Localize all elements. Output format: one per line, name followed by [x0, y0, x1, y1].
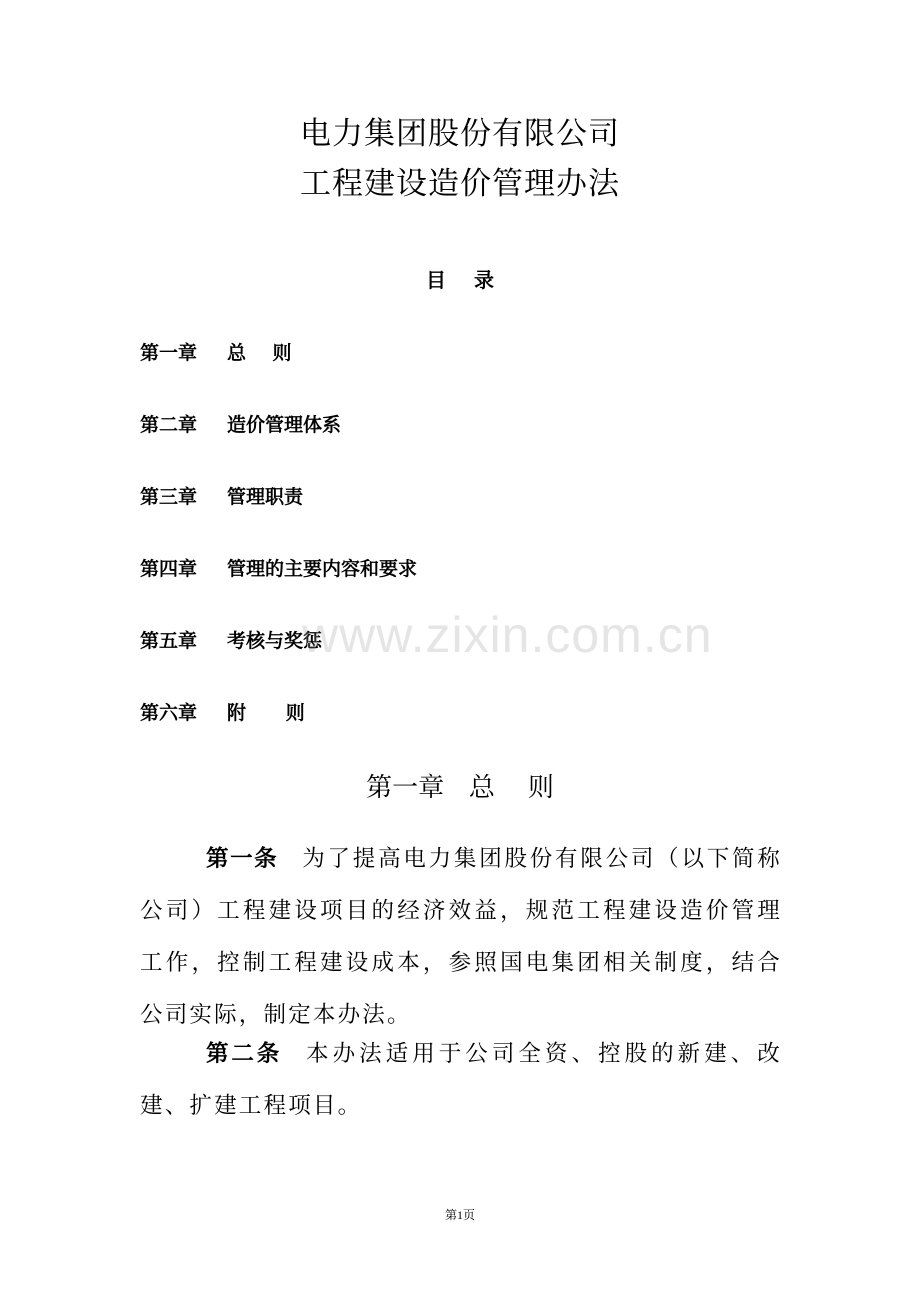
toc-heading-char-1: 目	[426, 268, 446, 292]
document-title-line-2: 工程建设造价管理办法	[300, 166, 620, 202]
article-paragraph	[140, 1028, 782, 1132]
chapter-title: 第一章 总 则	[366, 773, 554, 803]
toc-heading	[0, 266, 920, 294]
toc-item	[140, 483, 303, 511]
article-paragraph	[140, 833, 782, 1041]
toc-chapter-title: 造价管理体系	[227, 414, 342, 436]
article-label: 第一条	[206, 846, 279, 872]
toc-chapter-number: 第三章	[140, 486, 198, 508]
toc-chapter-title: 附 则	[227, 702, 305, 724]
document-title-line-1: 电力集团股份有限公司	[300, 116, 620, 152]
toc-chapter-number: 第六章	[140, 702, 198, 724]
toc-chapter-title: 总 则	[227, 342, 292, 364]
article-label: 第二条	[206, 1041, 283, 1067]
toc-chapter-number: 第二章	[140, 414, 198, 436]
article-text: 本办法适用于公司全资、控股的新建、改建、扩建工程项目。	[140, 1041, 782, 1119]
toc-item	[140, 339, 291, 367]
toc-chapter-title: 管理的主要内容和要求	[227, 558, 418, 580]
article-text: 为了提高电力集团股份有限公司（以下简称公司）工程建设项目的经济效益，规范工程建设造价管理工作，控制工程建设成本，参照国电集团相关制度，结合公司实际，制定本办法。	[140, 846, 782, 1028]
toc-item	[140, 699, 305, 727]
toc-chapter-title: 管理职责	[227, 486, 304, 508]
toc-heading-char-2: 录	[474, 268, 494, 292]
toc-chapter-number: 第一章	[140, 342, 198, 364]
toc-chapter-number: 第五章	[140, 630, 198, 652]
toc-item	[140, 411, 341, 439]
toc-chapter-title: 考核与奖惩	[227, 630, 323, 652]
toc-item	[140, 555, 417, 583]
watermark: www.zixin.com.cn	[302, 607, 713, 663]
toc-chapter-number: 第四章	[140, 558, 198, 580]
toc-item	[140, 627, 322, 655]
page-number: 第1页	[444, 1208, 475, 1222]
